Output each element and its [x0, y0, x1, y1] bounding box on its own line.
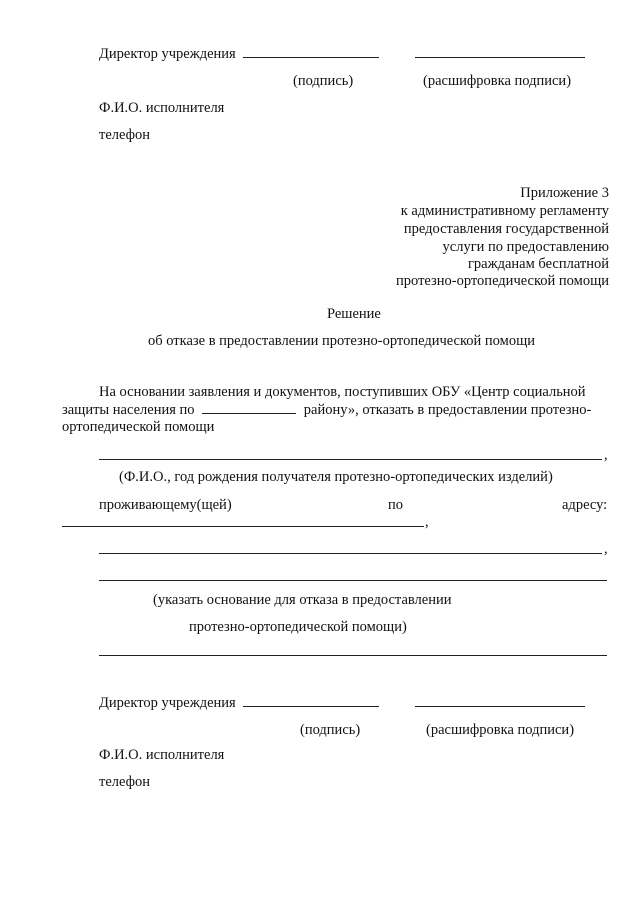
recipient-caption: (Ф.И.О., год рождения получателя протезно-ортопедических изделий) [119, 469, 553, 485]
top-phone-label: телефон [99, 127, 151, 143]
bottom-signature-blank [243, 693, 379, 707]
appendix-line-6: протезно-ортопедической помощи [396, 273, 609, 289]
top-signature-blank [243, 44, 379, 58]
residing-word-3: адресу: [562, 497, 608, 513]
top-decoding-blank [415, 44, 585, 58]
paragraph-line-1: На основании заявления и документов, поступивших ОБУ «Центр социальной [99, 384, 586, 400]
top-executor-label: Ф.И.О. исполнителя [99, 100, 225, 116]
top-director-label: Директор учреждения [99, 46, 236, 62]
bottom-decoding-caption: (расшифровка подписи) [426, 722, 575, 738]
paragraph-line-2 [62, 400, 591, 419]
top-director-row [99, 44, 585, 63]
paragraph-line-3: ортопедической помощи [62, 419, 215, 435]
decision-title: Решение [327, 306, 381, 322]
top-decoding-caption: (расшифровка подписи) [423, 73, 572, 89]
bottom-director-row [99, 693, 585, 712]
paragraph-line-2-end: району», отказать в предоставлении протезно- [303, 402, 592, 418]
district-blank [202, 400, 296, 414]
address-line-2-comma: , [604, 541, 608, 557]
reason-caption-line-1: (указать основание для отказа в предоставлении [153, 592, 452, 608]
recipient-line-comma: , [604, 447, 608, 463]
paragraph-line-2-start: защиты населения по [62, 402, 195, 418]
recipient-name-line [99, 459, 602, 460]
bottom-decoding-blank [415, 693, 585, 707]
residing-word-1: проживающему(щей) [99, 497, 232, 513]
address-line-comma: , [425, 514, 429, 530]
address-line [62, 526, 424, 527]
bottom-executor-label: Ф.И.О. исполнителя [99, 747, 225, 763]
appendix-line-5: гражданам бесплатной [467, 256, 609, 272]
address-line-2 [99, 553, 602, 554]
top-signature-caption: (подпись) [293, 73, 354, 89]
reason-caption-line-2: протезно-ортопедической помощи) [189, 619, 407, 635]
appendix-line-3: предоставления государственной [403, 221, 609, 237]
appendix-line-4: услуги по предоставлению [442, 239, 609, 255]
residing-word-2: по [388, 497, 404, 513]
bottom-director-label: Директор учреждения [99, 695, 236, 711]
bottom-phone-label: телефон [99, 774, 151, 790]
reason-line-2 [99, 655, 607, 656]
decision-subtitle: об отказе в предоставлении протезно-ортопедической помощи [148, 333, 536, 349]
reason-line-1 [99, 580, 607, 581]
appendix-line-2: к административному регламенту [400, 203, 609, 219]
appendix-line-1: Приложение 3 [520, 185, 609, 201]
bottom-signature-caption: (подпись) [300, 722, 361, 738]
